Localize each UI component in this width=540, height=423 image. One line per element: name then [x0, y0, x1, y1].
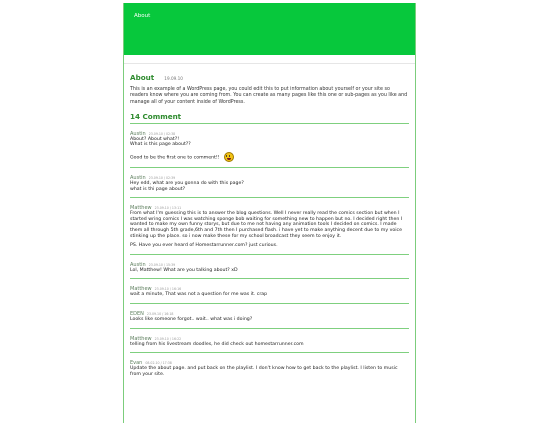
comment-line: What is this page about?? — [130, 142, 191, 148]
comment-author[interactable]: Matthew — [130, 205, 152, 212]
comments-heading: 14 Comment — [130, 111, 182, 121]
comment-line: Update the about page. and put back on the playlist. I don't know how to get back to the playlist. I listen to music from your site. — [130, 366, 398, 377]
comment-date: 08.02.10 / 17:38 — [145, 361, 172, 366]
comment-author[interactable]: Matthew — [130, 335, 152, 342]
comment-item — [130, 278, 409, 301]
comment-line: About? About what?! — [130, 136, 180, 142]
comment-date: 23.09.10 / 15:39 — [148, 262, 176, 267]
comment-item — [130, 197, 409, 252]
comment-header — [130, 198, 409, 212]
page-intro-text: This is an example of a WordPress page, you could edit this to put information about yourself or your site so readers know where you are coming from. You can create as many pages like this one or sub-pages as you like and manage all of your content inside of WordPress. — [130, 87, 408, 105]
nav-link-about[interactable]: About — [134, 13, 151, 19]
comment-paragraph — [130, 366, 409, 377]
comment-header — [130, 168, 409, 182]
comment-paragraph — [130, 317, 409, 323]
comment-date: 23.09.10 / 16:16 — [154, 287, 182, 292]
comment-author[interactable]: Matthew — [130, 286, 152, 293]
comment-header — [130, 124, 409, 137]
comment-item — [130, 352, 409, 380]
comment-body — [130, 130, 409, 165]
comment-paragraph — [130, 268, 409, 274]
comment-author[interactable]: Austin — [130, 175, 146, 182]
comment-header — [130, 255, 409, 268]
comment-line: Looks like someone forgot.. wait.. what was i doing? — [130, 317, 253, 323]
comment-author[interactable]: Evan — [130, 360, 143, 367]
comment-paragraph — [130, 181, 409, 192]
comment-date: 23.09.10 / 16:22 — [154, 336, 182, 341]
comment-line: Hey edd, what are you gonna do with this page? — [130, 181, 244, 187]
comment-paragraph — [130, 342, 409, 348]
comment-item — [130, 254, 409, 277]
comment-date: 23.09.10 / 16:18 — [146, 312, 174, 317]
comment-date: 23.09.10 / 02:39 — [148, 176, 176, 181]
site-header — [124, 3, 415, 55]
comment-item — [130, 167, 409, 195]
comment-header — [130, 329, 409, 342]
comment-date: 23.09.10 / 13:11 — [154, 206, 182, 211]
comment-date: 23.09.10 / 02:38 — [148, 131, 176, 136]
comment-paragraph — [130, 243, 409, 249]
comment-item — [130, 123, 409, 165]
comment-author[interactable]: Austin — [130, 130, 146, 137]
main-content — [124, 64, 415, 380]
comment-author[interactable]: EDEN — [130, 311, 144, 318]
comment-header — [130, 353, 409, 367]
comment-line: Lol, Matthew! What are you talking about? xD — [130, 267, 238, 273]
comment-item — [130, 328, 409, 351]
comment-paragraph — [130, 137, 409, 148]
comment-header — [130, 279, 409, 293]
grin-smiley-icon — [224, 152, 234, 162]
comment-body — [130, 207, 409, 252]
comment-item — [130, 303, 409, 326]
comment-paragraph — [130, 292, 409, 298]
comment-paragraph — [130, 152, 409, 162]
comment-list — [130, 123, 409, 381]
page-wrapper — [123, 3, 416, 423]
post-date: 19.09.10 — [164, 76, 183, 81]
post-header — [130, 70, 409, 83]
comment-header — [130, 304, 409, 318]
page-title[interactable]: About — [130, 73, 155, 82]
comment-author[interactable]: Austin — [130, 261, 146, 268]
comment-line: what is thi page about? — [130, 186, 186, 192]
comment-line: telling from his livestream doodles, he did check out homestarrunner.com — [130, 341, 304, 347]
comment-line: From what I'm guessing this is to answer the blog questions. Well I never really read the comics section but when I started wring comics I was watching sponge bob waiting for something new to happen but no. I decided right then I wanted to make my own funny storys, but due to me not having any animation tools I decided on comics. I made them all through 5th grade,6th and 7th then I purchased flash. i have yet to make anything decent due to my voice stinking up the place. so i now make these for my school broadcast they seem to enjoy it. — [130, 211, 403, 239]
comment-paragraph — [130, 211, 409, 239]
comment-line: PS. Have you ever heard of Homestarrunner.com? just curious. — [130, 243, 278, 249]
comment-body — [130, 362, 409, 380]
comment-line: wait a minute, That was not a question for me was it. crap — [130, 292, 268, 298]
comment-line: Good to be the first one to comment!! — [130, 155, 220, 161]
